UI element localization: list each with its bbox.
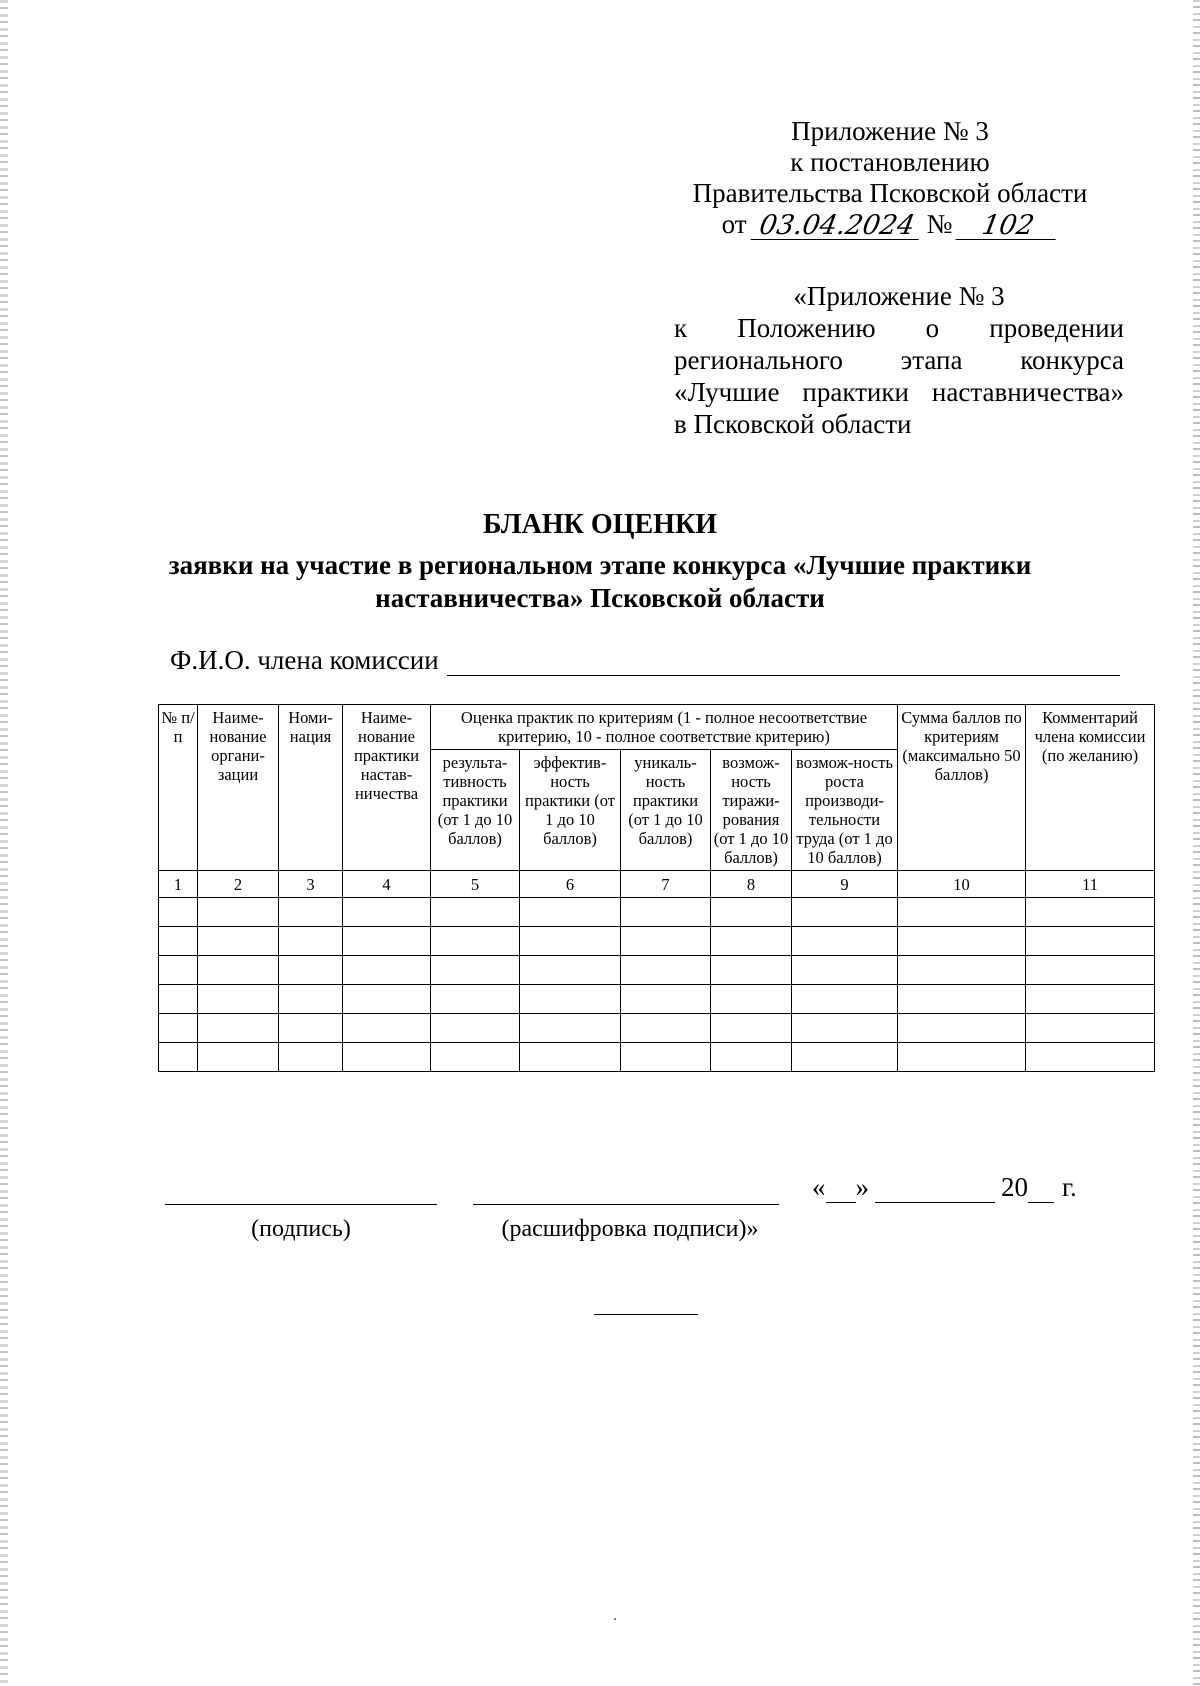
table-cell[interactable] [343,1014,431,1043]
table-cell[interactable] [343,898,431,927]
regulation-line-5: в Псковской области [674,409,912,439]
table-cell[interactable] [621,956,711,985]
table-cell[interactable] [1026,927,1155,956]
table-cell[interactable] [279,985,343,1014]
table-cell[interactable] [198,927,279,956]
year-blank[interactable] [1028,1178,1054,1203]
col-header-productivity: возмож-ность роста производи-тельности труда (от 1 до 10 баллов) [792,750,898,871]
appendix-line-2: к постановлению [790,147,990,177]
table-cell[interactable] [898,1014,1026,1043]
table-cell[interactable] [279,1014,343,1043]
table-cell[interactable] [343,1043,431,1072]
regulation-line-1: «Приложение № 3 [793,281,1005,311]
table-cell[interactable] [1026,898,1155,927]
year-suffix: г. [1062,1172,1077,1202]
signature-decode-label: (расшифровка подписи)» [501,1216,759,1242]
table-cell[interactable] [898,927,1026,956]
fio-label: Ф.И.О. члена комиссии [170,645,439,675]
col-header-sum: Сумма баллов по критериям (максимально 50 баллов) [898,705,1026,871]
table-cell[interactable] [711,927,792,956]
col-header-practice-name: Наиме-нование практики настав-ничества [343,705,431,871]
table-cell[interactable] [1026,1014,1155,1043]
column-number: 4 [343,871,431,898]
form-title [140,508,1060,615]
table-cell[interactable] [431,956,520,985]
table-cell[interactable] [621,1014,711,1043]
end-of-document-rule [594,1314,698,1315]
table-cell[interactable] [279,927,343,956]
month-blank[interactable] [875,1178,995,1203]
commission-member-fio [170,645,1120,676]
from-label: от [721,209,747,239]
scan-edge-right [1193,0,1200,1686]
scan-speck [614,1618,616,1620]
col-header-comment: Комментарий члена комиссии (по желанию) [1026,705,1155,871]
form-title-main: БЛАНК ОЦЕНКИ [482,509,718,540]
column-number: 9 [792,871,898,898]
header-row-1 [159,705,1155,750]
evaluation-table [158,704,1155,1072]
table-cell[interactable] [198,1014,279,1043]
table-cell[interactable] [898,985,1026,1014]
table-row[interactable] [159,898,1155,927]
number-label: № [926,209,953,239]
table-cell[interactable] [711,1043,792,1072]
column-number: 5 [431,871,520,898]
col-header-num: № п/п [159,705,198,871]
signature-decode-line[interactable] [473,1204,779,1205]
column-number: 11 [1026,871,1155,898]
table-cell[interactable] [711,898,792,927]
column-number: 8 [711,871,792,898]
table-cell[interactable] [520,1014,621,1043]
regulation-reference [674,280,1124,440]
appendix-header [640,116,1140,240]
table-cell[interactable] [279,956,343,985]
col-header-replication: возмож-ность тиражи-рования (от 1 до 10 баллов) [711,750,792,871]
table-cell[interactable] [198,956,279,985]
table-cell[interactable] [159,927,198,956]
column-number: 7 [621,871,711,898]
table-cell[interactable] [711,956,792,985]
table-cell[interactable] [520,985,621,1014]
column-number: 3 [279,871,343,898]
col-header-criteria: Оценка практик по критериям (1 - полное несоответствие критерию, 10 - полное соответствие критерию) [431,705,898,750]
decree-date-number [640,209,1140,240]
table-cell[interactable] [520,1043,621,1072]
column-number: 6 [520,871,621,898]
date-fields [812,1172,1077,1203]
table-cell[interactable] [898,1043,1026,1072]
signature-block [160,1172,1120,1242]
date-quote-open: « [812,1172,826,1202]
form-title-sub: заявки на участие в региональном этапе конкурса «Лучшие практики наставничества» Псковской области [168,550,1032,613]
table-cell[interactable] [792,1043,898,1072]
table-cell[interactable] [431,898,520,927]
table-row[interactable] [159,1014,1155,1043]
table-cell[interactable] [621,1043,711,1072]
table-cell[interactable] [520,956,621,985]
table-cell[interactable] [159,898,198,927]
column-number: 2 [198,871,279,898]
scan-edge-left [0,0,8,1686]
table-cell[interactable] [343,927,431,956]
signature-line[interactable] [165,1204,437,1205]
table-cell[interactable] [159,1014,198,1043]
table-cell[interactable] [431,1014,520,1043]
table-cell[interactable] [520,927,621,956]
table-cell[interactable] [621,898,711,927]
table-cell[interactable] [198,1043,279,1072]
table-cell[interactable] [1026,956,1155,985]
appendix-line-1: Приложение № 3 [791,116,989,146]
table-cell[interactable] [279,898,343,927]
col-header-efficiency: эффектив-ность практики (от 1 до 10 баллов) [520,750,621,871]
regulation-line-4: «Лучшие практики наставничества» [674,377,1124,407]
table-cell[interactable] [711,1014,792,1043]
table-cell[interactable] [621,927,711,956]
table-cell[interactable] [792,1014,898,1043]
handwritten-date: 03.04.2024 [750,212,923,240]
table-cell[interactable] [621,985,711,1014]
table-cell[interactable] [431,927,520,956]
table-cell[interactable] [279,1043,343,1072]
table-cell[interactable] [343,985,431,1014]
table-cell[interactable] [792,985,898,1014]
table-cell[interactable] [792,956,898,985]
table-cell[interactable] [520,898,621,927]
table-cell[interactable] [792,927,898,956]
date-quote-close: » [855,1172,869,1202]
col-header-effectiveness: результа-тивность практики (от 1 до 10 баллов) [431,750,520,871]
col-header-uniqueness: уникаль-ность практики (от 1 до 10 баллов) [621,750,711,871]
table-cell[interactable] [159,985,198,1014]
table-cell[interactable] [898,956,1026,985]
table-row[interactable] [159,1043,1155,1072]
table-row[interactable] [159,985,1155,1014]
regulation-line-2: к Положению о проведении [674,313,1124,343]
table-cell[interactable] [898,898,1026,927]
table-cell[interactable] [159,956,198,985]
column-numbers-row [159,871,1155,898]
table-cell[interactable] [159,1043,198,1072]
table-cell[interactable] [1026,1043,1155,1072]
table-cell[interactable] [198,985,279,1014]
column-number: 10 [898,871,1026,898]
table-cell[interactable] [431,1043,520,1072]
table-cell[interactable] [711,985,792,1014]
table-row[interactable] [159,927,1155,956]
appendix-line-3: Правительства Псковской области [692,178,1088,208]
day-blank[interactable] [826,1178,856,1203]
column-number: 1 [159,871,198,898]
table-cell[interactable] [792,898,898,927]
table-cell[interactable] [1026,985,1155,1014]
table-row[interactable] [159,956,1155,985]
regulation-line-3: регионального этапа конкурса [674,345,1124,375]
signature-label: (подпись) [251,1216,351,1242]
col-header-organization: Наиме-нование органи-зации [198,705,279,871]
year-prefix: 20 [1001,1172,1028,1202]
handwritten-number: 102 [956,212,1061,240]
fio-input-line[interactable] [447,649,1120,676]
table-cell[interactable] [343,956,431,985]
table-cell[interactable] [431,985,520,1014]
col-header-nomination: Номи-нация [279,705,343,871]
table-cell[interactable] [198,898,279,927]
